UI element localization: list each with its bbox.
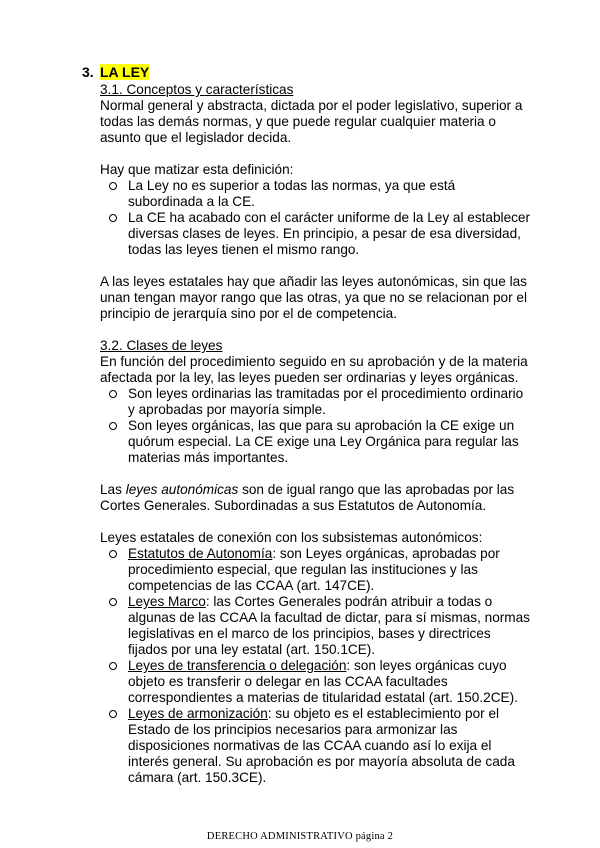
connection-list [100,546,530,786]
section-heading [82,64,149,80]
term-transferencia: Leyes de transferencia o delegación [128,658,347,673]
page-footer: DERECHO ADMINISTRATIVO página 2 [206,831,394,842]
list-item: Son leyes orgánicas, las que para su aprobación la CE exige un quórum especial. La CE exige una Ley Orgánica para regular las materias más importantes. [128,418,530,466]
autonomic-rank-paragraph: Las leyes autonómicas son de igual rango que las aprobadas por las Cortes Generales. Subordinadas a sus Estatutos de Autonomía. [100,482,515,513]
nuance-intro: Hay que matizar esta definición: [100,162,294,177]
subsection-heading-3-2: 3.2. Clases de leyes [100,338,223,353]
nuance-list [100,178,530,258]
term-armonizacion: Leyes de armonización [128,706,268,721]
list-item: Son leyes ordinarias las tramitadas por el procedimiento ordinario y aprobadas por mayoría simple. [128,386,530,418]
law-definition: Normal general y abstracta, dictada por el poder legislativo, superior a todas las demás normas, y que puede regular cualquier materia o asunto que el legislador decida. [100,98,523,145]
section-title: LA LEY [100,64,150,80]
list-item: Estatutos de Autonomía: son Leyes orgánicas, aprobadas por procedimiento especial, que regulan las instituciones y las competencias de las CCAA (art. 147CE). [128,546,530,594]
classes-list [100,386,530,466]
connection-intro: Leyes estatales de conexión con los subsistemas autonómicos: [100,530,483,545]
autonomic-laws-paragraph: A las leyes estatales hay que añadir las leyes autonómicas, sin que las unan tengan mayor rango que las otras, ya que no se relacionan por el principio de jerarquía sino por el de competencia. [100,274,527,321]
classes-intro: En función del procedimiento seguido en su aprobación y de la materia afectada por la ley, las leyes pueden ser ordinarias y leyes orgánicas. [100,354,528,385]
section-number: 3. [82,64,94,80]
list-item: Leyes Marco: las Cortes Generales podrán atribuir a todas o algunas de las CCAA la facultad de dictar, para sí mismas, normas legislativas en el marco de los principios, bases y directrices fijados por una ley estatal (art. 150.1CE). [128,594,530,657]
list-item: La CE ha acabado con el carácter uniforme de la Ley al establecer diversas clases de leyes. En principio, a pesar de esa diversidad, todas las leyes tienen el mismo rango. [128,210,531,257]
document-body [100,82,530,786]
term-estatutos: Estatutos de Autonomía [128,546,273,561]
term-leyes-marco: Leyes Marco [128,594,206,609]
list-item: Leyes de armonización: su objeto es el establecimiento por el Estado de los principios necesarios para armonizar las disposiciones normativas de las CCAA cuando así lo exija el interés general. Su aprobación es por mayoría absoluta de cada cámara (art. 150.3CE). [128,706,530,786]
subsection-heading-3-1: 3.1. Conceptos y características [100,82,294,97]
list-item: Leyes de transferencia o delegación: son leyes orgánicas cuyo objeto es transferir o delegar en las CCAA facultades correspondientes a materias de titularidad estatal (art. 150.2CE). [128,658,530,706]
list-item: La Ley no es superior a todas las normas, ya que está subordinada a la CE. [128,178,530,210]
autonomic-laws-term: leyes autonómicas [125,482,239,497]
